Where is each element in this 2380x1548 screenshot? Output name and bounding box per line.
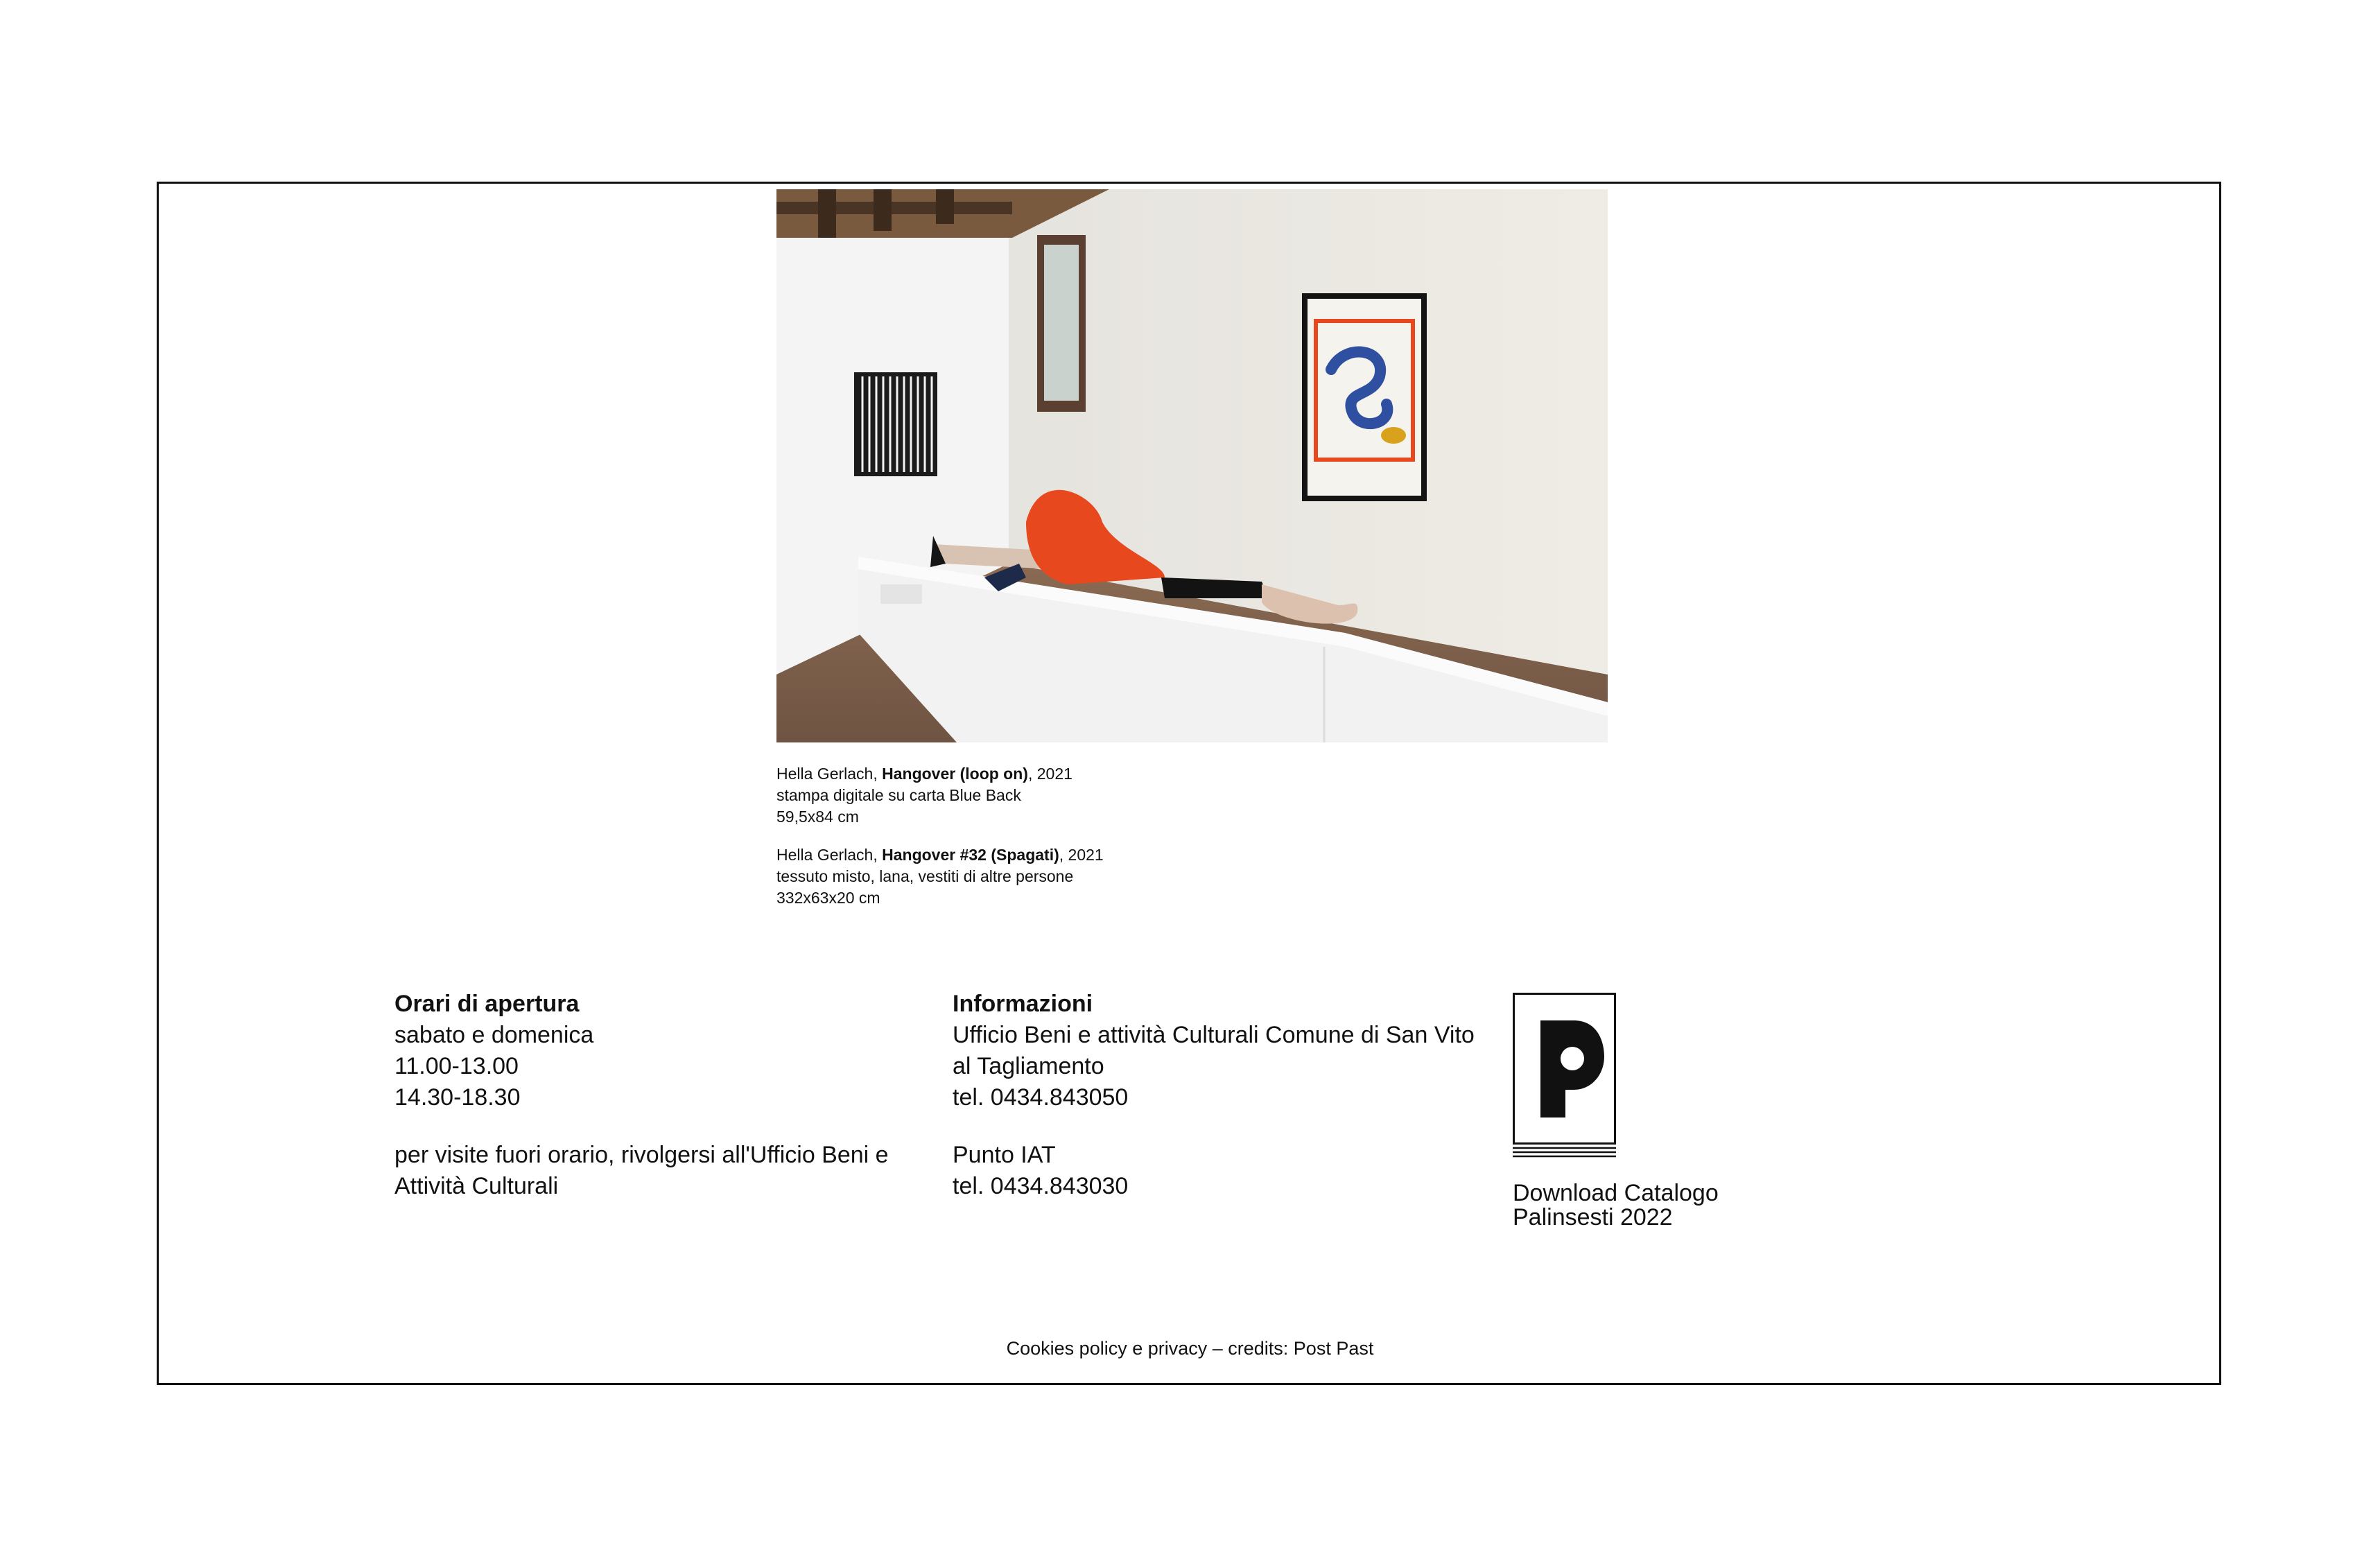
artist-name: Hella Gerlach,: [776, 765, 883, 783]
cookies-policy-link[interactable]: Cookies policy e privacy: [1006, 1338, 1208, 1359]
footer: [0, 1338, 2380, 1359]
artwork-dimensions: 332x63x20 cm: [776, 889, 880, 907]
opening-afternoon: 14.30-18.30: [394, 1084, 521, 1111]
office-name: Ufficio Beni e attività Culturali Comune di San Vito al Tagliamento: [953, 1022, 1475, 1079]
download-line-1: Download Catalogo: [1513, 1180, 1719, 1206]
artwork-title: Hangover (loop on): [882, 765, 1028, 783]
artwork-year: , 2021: [1027, 765, 1072, 783]
office-phone[interactable]: tel. 0434.843050: [953, 1084, 1129, 1111]
artist-name: Hella Gerlach,: [776, 846, 883, 864]
artwork-captions: [776, 763, 1104, 925]
artwork-dimensions: 59,5x84 cm: [776, 808, 859, 826]
opening-hours: [394, 989, 921, 1202]
artwork-medium: stampa digitale su carta Blue Back: [776, 786, 1021, 804]
artwork-year: , 2021: [1059, 846, 1104, 864]
opening-days: sabato e domenica: [394, 1022, 594, 1048]
opening-hours-title: Orari di apertura: [394, 991, 580, 1017]
opening-morning: 11.00-13.00: [394, 1053, 519, 1079]
exhibition-photo: [776, 189, 1608, 742]
catalogue-logo-icon[interactable]: [1513, 993, 1616, 1159]
credits-link[interactable]: Post Past: [1293, 1338, 1374, 1359]
artwork-medium: tessuto misto, lana, vestiti di altre persone: [776, 867, 1074, 885]
iat-label: Punto IAT: [953, 1142, 1056, 1168]
information-title: Informazioni: [953, 991, 1093, 1017]
footer-separator: – credits:: [1207, 1338, 1294, 1359]
iat-phone[interactable]: tel. 0434.843030: [953, 1173, 1129, 1199]
download-catalogue-link[interactable]: [1513, 1181, 1719, 1230]
artwork-title: Hangover #32 (Spagati): [882, 846, 1059, 864]
artwork-caption: [776, 763, 1104, 828]
download-line-2: Palinsesti 2022: [1513, 1204, 1673, 1230]
artwork-caption: [776, 844, 1104, 909]
information: [953, 989, 1479, 1202]
opening-note: per visite fuori orario, rivolgersi all'Ufficio Beni e Attività Culturali: [394, 1142, 889, 1199]
